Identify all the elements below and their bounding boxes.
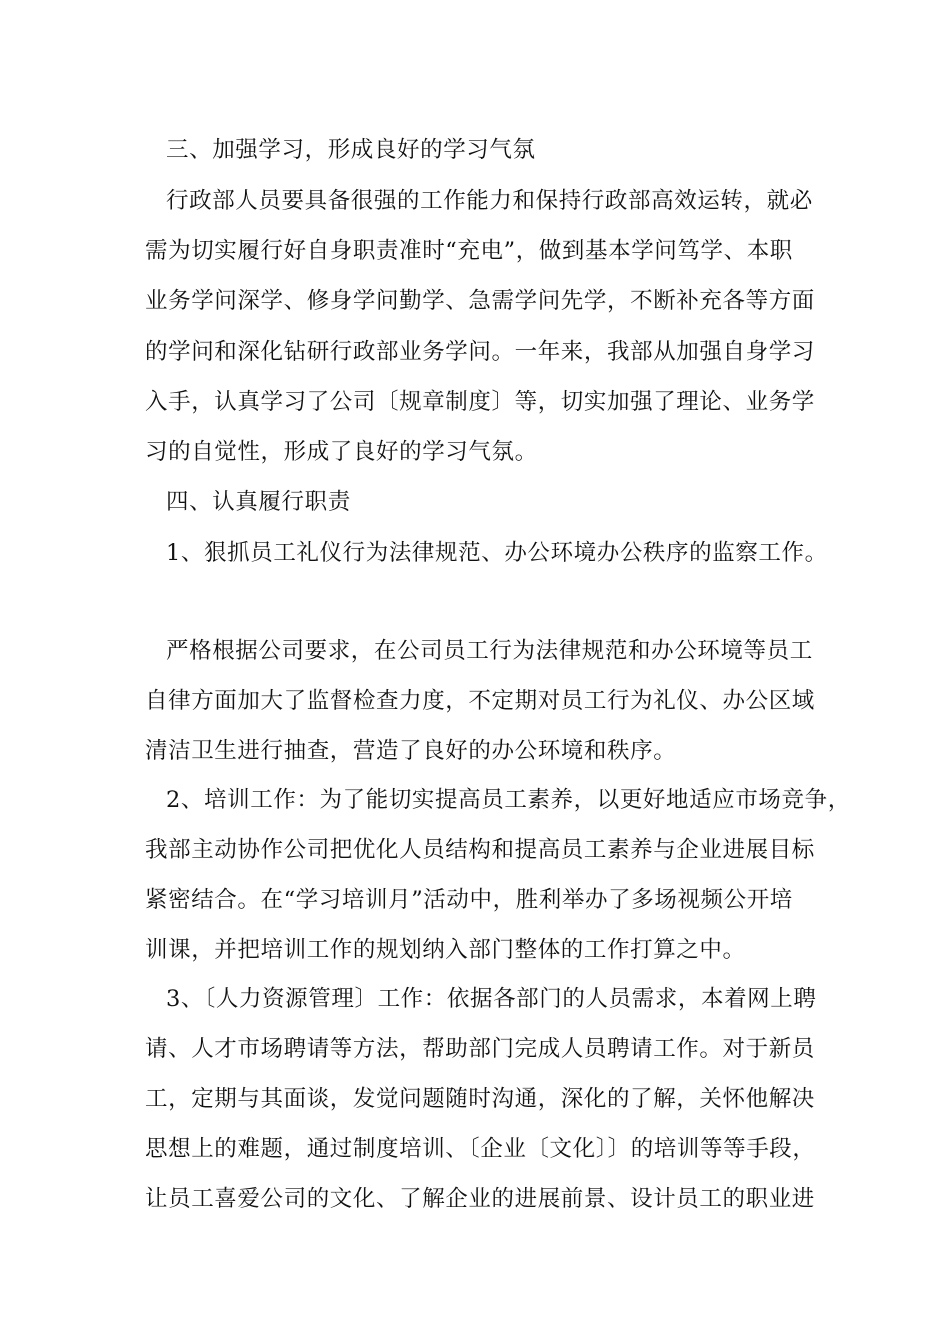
paragraph-line: 的学问和深化钻研行政部业务学问。一年来，我部从加强自身学习 [145, 339, 815, 365]
paragraph-line: 工，定期与其面谈，发觉问题随时沟通，深化的了解，关怀他解决 [145, 1086, 815, 1112]
paragraph-line: 行政部人员要具备很强的工作能力和保持行政部高效运转，就必 [166, 188, 813, 214]
paragraph-line: 紧密结合。在“学习培训月”活动中，胜利举办了多场视频公开培 [145, 887, 793, 913]
section-heading-3: 三、加强学习，形成良好的学习气氛 [166, 137, 536, 163]
item-3-line: 3、〔人力资源管理〕工作：依据各部门的人员需求，本着网上聘 [166, 986, 817, 1012]
paragraph-line: 自律方面加大了监督检查力度，不定期对员工行为礼仪、办公区域 [145, 688, 815, 714]
paragraph-line: 我部主动协作公司把优化人员结构和提高员工素养与企业进展目标 [145, 837, 815, 863]
paragraph-line: 思想上的难题，通过制度培训、〔企业〔文化〕〕的培训等等手段， [145, 1136, 816, 1162]
paragraph-line: 清洁卫生进行抽查，营造了良好的办公环境和秩序。 [145, 738, 677, 764]
paragraph-line: 让员工喜爱公司的文化、了解企业的进展前景、设计员工的职业进 [145, 1186, 815, 1212]
paragraph-line: 训课，并把培训工作的规划纳入部门整体的工作打算之中。 [145, 937, 746, 963]
paragraph-line: 请、人才市场聘请等方法，帮助部门完成人员聘请工作。对于新员 [145, 1036, 815, 1062]
item-1-title: 1、狠抓员工礼仪行为法律规范、办公环境办公秩序的监察工作。 [166, 540, 828, 566]
paragraph-line: 严格根据公司要求，在公司员工行为法律规范和办公环境等员工 [166, 638, 813, 664]
item-2-line: 2、培训工作：为了能切实提高员工素养，以更好地适应市场竞争， [166, 787, 851, 813]
paragraph-line: 习的自觉性，形成了良好的学习气氛。 [145, 439, 538, 465]
section-heading-4: 四、认真履行职责 [166, 489, 351, 515]
paragraph-line: 入手，认真学习了公司〔规章制度〕等，切实加强了理论、业务学 [145, 389, 815, 415]
paragraph-line: 业务学问深学、修身学问勤学、急需学问先学，不断补充各等方面 [145, 288, 815, 314]
paragraph-line: 需为切实履行好自身职责准时“充电”，做到基本学问笃学、本职 [145, 238, 793, 264]
